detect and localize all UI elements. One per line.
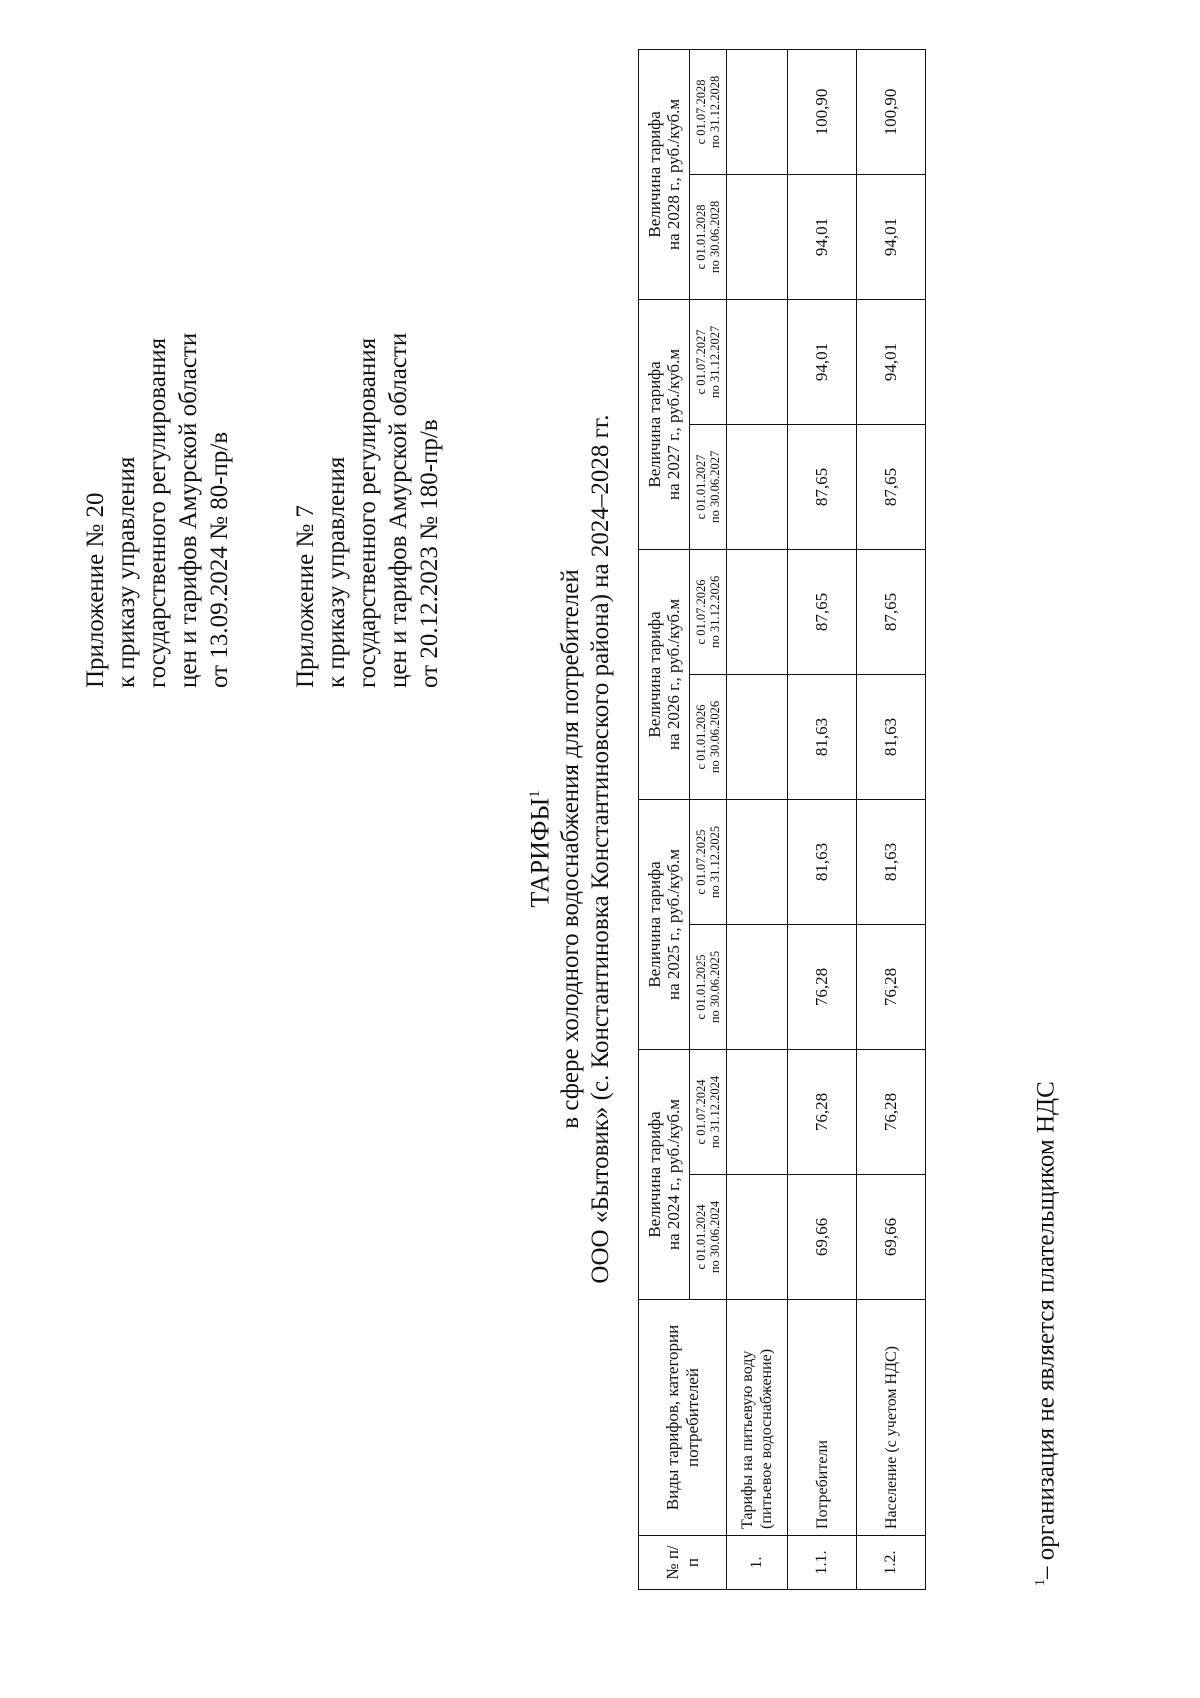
appendix-current-line-4: цен и тарифов Амурской области bbox=[175, 332, 202, 688]
header-period-2024-h1 bbox=[690, 1175, 727, 1300]
row-1-1-value: 87,65 bbox=[788, 549, 857, 674]
period-2028-h1-to: по 30.06.2028 bbox=[708, 200, 722, 274]
row-1-1-value: 87,65 bbox=[788, 424, 857, 549]
title-main-text: ТАРИФЫ bbox=[525, 797, 555, 908]
header-year-2025-l1: Величина тарифа bbox=[645, 861, 664, 988]
row-1-2-num: 1.2. bbox=[857, 1536, 926, 1590]
appendix-current-line-5: от 13.09.2024 № 80-пр/в bbox=[206, 431, 233, 688]
period-2024-h1-from: с 01.01.2024 bbox=[694, 1204, 708, 1270]
title-main bbox=[520, 0, 556, 1698]
period-2024-h2-from: с 01.07.2024 bbox=[694, 1079, 708, 1145]
title-line-2: в сфере холодного водоснабжения для потребителей bbox=[556, 569, 584, 1129]
row-1-value bbox=[727, 299, 788, 424]
period-2024-h1-to: по 30.06.2024 bbox=[708, 1200, 722, 1274]
row-1-name: Тарифы на питьевую воду (питьевое водоснабжение) bbox=[727, 1300, 788, 1536]
header-year-2027 bbox=[639, 299, 690, 549]
period-2024-h2-to: по 31.12.2024 bbox=[708, 1075, 722, 1149]
period-2025-h2-from: с 01.07.2025 bbox=[694, 829, 708, 895]
header-year-2025 bbox=[639, 799, 690, 1049]
header-period-2027-h1 bbox=[690, 424, 727, 549]
appendix-previous-line-1: Приложение № 7 bbox=[292, 504, 319, 688]
period-2027-h1-to: по 30.06.2027 bbox=[708, 450, 722, 524]
header-year-2024 bbox=[639, 1049, 690, 1299]
period-2025-h1-to: по 30.06.2025 bbox=[708, 950, 722, 1024]
table-header-row-1 bbox=[639, 49, 690, 1589]
row-1-2-value: 94,01 bbox=[857, 299, 926, 424]
row-1-1-value: 69,66 bbox=[788, 1175, 857, 1300]
period-2025-h1-from: с 01.01.2025 bbox=[694, 954, 708, 1020]
row-1-2-value: 100,90 bbox=[857, 49, 926, 174]
row-1-1-value: 76,28 bbox=[788, 1049, 857, 1174]
row-1-value bbox=[727, 799, 788, 924]
header-period-2026-h2 bbox=[690, 549, 727, 674]
period-2025-h2-to: по 31.12.2025 bbox=[708, 825, 722, 899]
header-year-2026-l1: Величина тарифа bbox=[645, 611, 664, 738]
row-1-2-value: 69,66 bbox=[857, 1175, 926, 1300]
document-title bbox=[520, 0, 616, 1698]
row-1-2-value: 87,65 bbox=[857, 424, 926, 549]
row-1-2-value: 87,65 bbox=[857, 549, 926, 674]
header-year-2028-l1: Величина тарифа bbox=[645, 111, 664, 238]
appendix-current-line-1: Приложение № 20 bbox=[82, 492, 109, 688]
header-period-2025-h2 bbox=[690, 799, 727, 924]
header-year-2026-l2: на 2026 г., руб./куб.м bbox=[664, 598, 683, 750]
header-period-2025-h1 bbox=[690, 924, 727, 1049]
period-2027-h2-from: с 01.07.2027 bbox=[694, 329, 708, 395]
appendix-previous-line-3: государственного регулирования bbox=[354, 337, 381, 688]
row-1-1-value: 81,63 bbox=[788, 674, 857, 799]
appendix-previous-line-2: к приказу управления bbox=[323, 456, 350, 688]
header-period-2028-h1 bbox=[690, 174, 727, 299]
period-2028-h1-from: с 01.01.2028 bbox=[694, 204, 708, 270]
header-year-2025-l2: на 2025 г., руб./куб.м bbox=[664, 848, 683, 1001]
table-row bbox=[857, 49, 926, 1589]
header-year-2028-l2: на 2028 г., руб./куб.м bbox=[664, 98, 683, 250]
period-2026-h2-from: с 01.07.2026 bbox=[694, 579, 708, 645]
period-2026-h2-to: по 31.12.2026 bbox=[708, 575, 722, 649]
table-row bbox=[727, 49, 788, 1589]
row-1-num: 1. bbox=[727, 1536, 788, 1590]
row-1-2-value: 81,63 bbox=[857, 799, 926, 924]
row-1-2-value: 94,01 bbox=[857, 174, 926, 299]
header-year-2027-l2: на 2027 г., руб./куб.м bbox=[664, 348, 683, 500]
row-1-value bbox=[727, 424, 788, 549]
row-1-1-value: 94,01 bbox=[788, 299, 857, 424]
table-row bbox=[788, 49, 857, 1589]
period-2028-h2-from: с 01.07.2028 bbox=[694, 79, 708, 145]
row-1-2-value: 81,63 bbox=[857, 674, 926, 799]
row-1-value bbox=[727, 674, 788, 799]
footnote-mark: 1 bbox=[1033, 1579, 1048, 1586]
header-period-2027-h2 bbox=[690, 299, 727, 424]
period-2028-h2-to: по 31.12.2028 bbox=[708, 75, 722, 149]
row-1-value bbox=[727, 1175, 788, 1300]
period-2026-h1-to: по 30.06.2026 bbox=[708, 700, 722, 774]
header-num: № п/п bbox=[639, 1536, 727, 1590]
row-1-1-value: 76,28 bbox=[788, 924, 857, 1049]
row-1-1-num: 1.1. bbox=[788, 1536, 857, 1590]
header-year-2028 bbox=[639, 49, 690, 299]
row-1-1-value: 81,63 bbox=[788, 799, 857, 924]
period-2026-h1-from: с 01.01.2026 bbox=[694, 704, 708, 770]
appendix-previous-block bbox=[290, 333, 445, 688]
row-1-1-value: 94,01 bbox=[788, 174, 857, 299]
row-1-value bbox=[727, 549, 788, 674]
title-footnote-mark: 1 bbox=[527, 790, 543, 798]
period-2027-h2-to: по 31.12.2027 bbox=[708, 325, 722, 399]
header-period-2028-h2 bbox=[690, 49, 727, 174]
header-period-2024-h2 bbox=[690, 1049, 727, 1174]
appendix-current-block bbox=[80, 333, 235, 688]
period-2027-h1-from: с 01.01.2027 bbox=[694, 454, 708, 520]
appendix-previous-line-5: от 20.12.2023 № 180-пр/в bbox=[416, 419, 443, 688]
appendix-previous-line-4: цен и тарифов Амурской области bbox=[385, 332, 412, 688]
header-year-2027-l1: Величина тарифа bbox=[645, 361, 664, 488]
appendix-current-line-2: к приказу управления bbox=[113, 456, 140, 688]
footnote bbox=[1026, 1081, 1061, 1586]
row-1-2-name: Население (с учетом НДС) bbox=[857, 1300, 926, 1536]
row-1-value bbox=[727, 49, 788, 174]
row-1-value bbox=[727, 924, 788, 1049]
row-1-value bbox=[727, 1049, 788, 1174]
row-1-1-value: 100,90 bbox=[788, 49, 857, 174]
header-period-2026-h1 bbox=[690, 674, 727, 799]
tariffs-table bbox=[638, 49, 926, 1590]
header-year-2024-l1: Величина тарифа bbox=[645, 1111, 664, 1238]
row-1-2-value: 76,28 bbox=[857, 924, 926, 1049]
header-year-2026 bbox=[639, 549, 690, 799]
row-1-1-name: Потребители bbox=[788, 1300, 857, 1536]
header-kinds: Виды тарифов, категории потребителей bbox=[639, 1300, 727, 1536]
row-1-2-value: 76,28 bbox=[857, 1049, 926, 1174]
footnote-text: – организация не является плательщиком НДС bbox=[1032, 1081, 1060, 1579]
header-year-2024-l2: на 2024 г., руб./куб.м bbox=[664, 1098, 683, 1251]
row-1-value bbox=[727, 174, 788, 299]
title-line-3: ООО «Бытовик» (с. Константиновка Константиновского района) на 2024–2028 гг. bbox=[586, 414, 614, 1284]
appendix-current-line-3: государственного регулирования bbox=[144, 337, 171, 688]
